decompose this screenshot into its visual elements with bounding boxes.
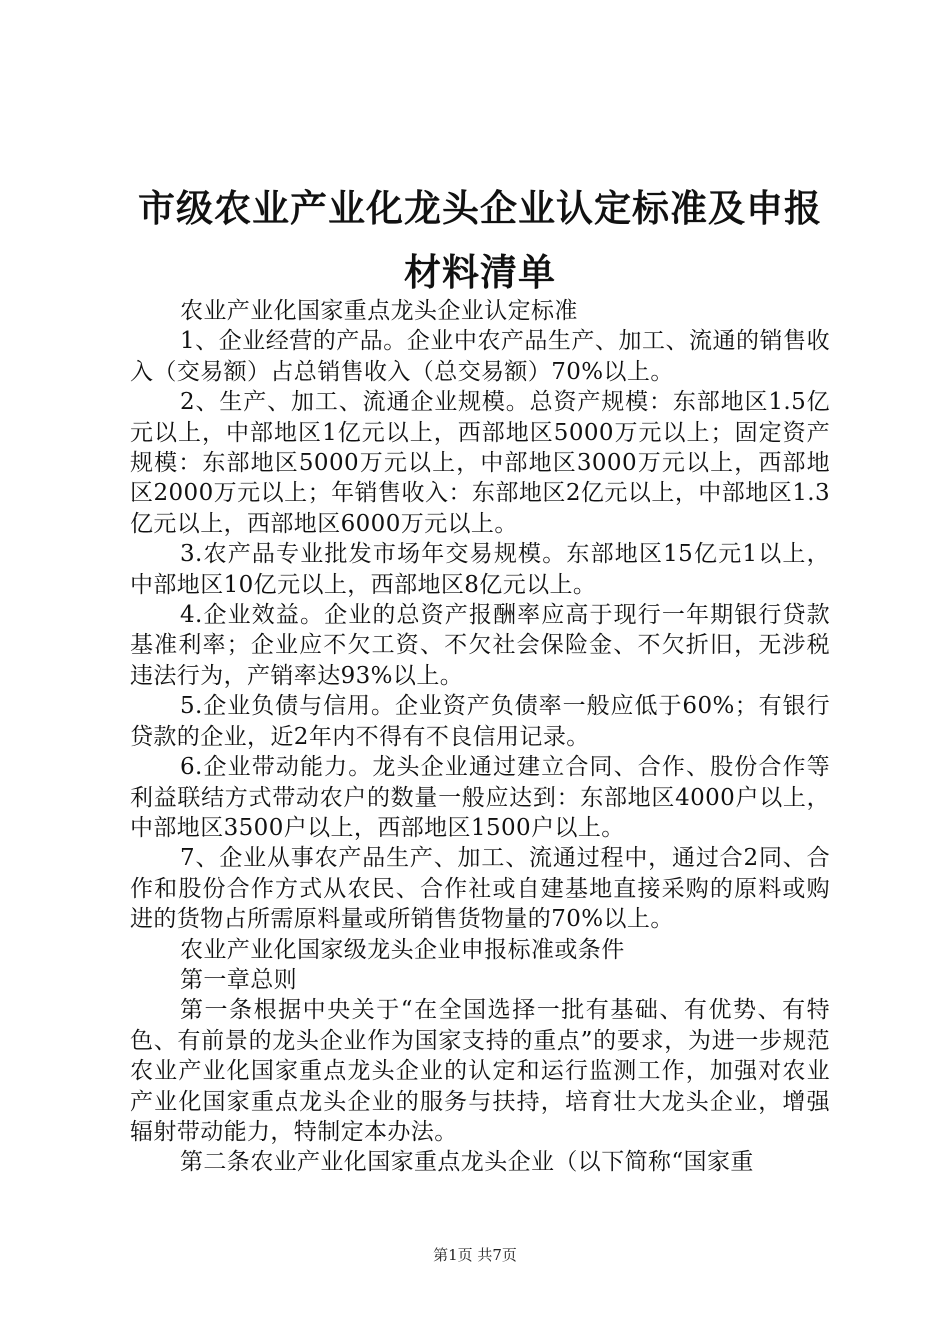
page-number-footer: 第1页 共7页 — [433, 1246, 517, 1264]
document-title: 市级农业产业化龙头企业认定标准及申报材料清单 — [138, 186, 822, 294]
paragraph-item-3: 3.农产品专业批发市场年交易规模。东部地区15亿元1以上，中部地区10亿元以上，西部地区8亿元以上。 — [130, 541, 830, 598]
paragraph-item-7: 7、企业从事农产品生产、加工、流通过程中，通过合2同、合作和股份合作方式从农民、合作社或自建基地直接采购的原料或购进的货物占所需原料量或所销售货物量的70%以上。 — [130, 845, 830, 933]
paragraph-article-2: 第二条农业产业化国家重点龙头企业（以下简称“国家重 — [180, 1149, 754, 1176]
paragraph-article-1: 第一条根据中央关于“在全国选择一批有基础、有优势、有特色、有前景的龙头企业作为国家支持的重点”的要求，为进一步规范农业产业化国家重点龙头企业的认定和运行监测工作，加强对农业产业化国家重点龙头企业的服务与扶持，培育壮大龙头企业，增强辐射带动能力，特制定本办法。 — [130, 997, 830, 1145]
paragraph-item-1: 1、企业经营的产品。企业中农产品生产、加工、流通的销售收入（交易额）占总销售收入（总交易额）70%以上。 — [130, 328, 830, 385]
paragraph-chapter-heading: 第一章总则 — [180, 966, 297, 993]
paragraph-item-6: 6.企业带动能力。龙头企业通过建立合同、合作、股份合作等利益联结方式带动农户的数量一般应达到：东部地区4000户以上，中部地区3500户以上，西部地区1500户以上。 — [130, 754, 830, 841]
paragraph-item-2: 2、生产、加工、流通企业规模。总资产规模：东部地区1.5亿元以上，中部地区1亿元以上，西部地区5000万元以上；固定资产规模：东部地区5000万元以上，中部地区3000万元以上，西部地区2000万元以上；年销售收入：东部地区2亿元以上，中部地区1.3亿元以上，西部地区6000万元以上。 — [130, 389, 830, 537]
paragraph-heading-standards: 农业产业化国家重点龙头企业认定标准 — [180, 298, 578, 324]
paragraph-heading-application: 农业产业化国家级龙头企业申报标准或条件 — [180, 936, 625, 963]
document-body — [130, 296, 830, 1178]
paragraph-item-4: 4.企业效益。企业的总资产报酬率应高于现行一年期银行贷款基准利率；企业应不欠工资、不欠社会保险金、不欠折旧，无涉税违法行为，产销率达93%以上。 — [130, 602, 830, 689]
paragraph-item-5: 5.企业负债与信用。企业资产负债率一般应低于60%；有银行贷款的企业，近2年内不得有不良信用记录。 — [130, 693, 830, 750]
